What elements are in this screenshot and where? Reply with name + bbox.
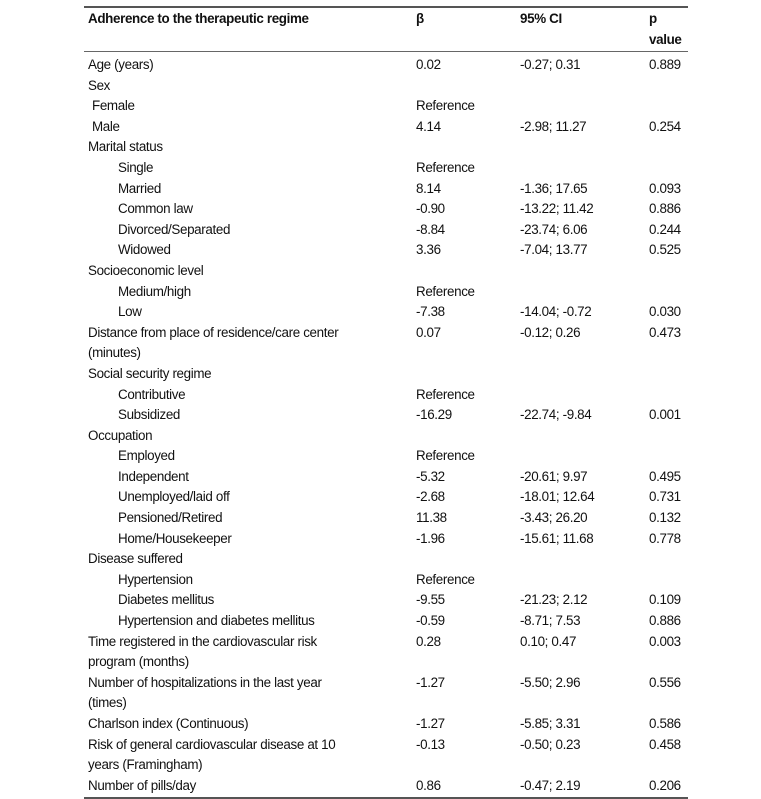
ci-cell bbox=[520, 570, 649, 591]
p-value-cell: 0.458 bbox=[649, 736, 681, 752]
ci-cell: -13.22; 11.42 bbox=[520, 201, 594, 217]
p-value-cell bbox=[649, 137, 688, 158]
beta-cell: -8.84 bbox=[416, 221, 445, 237]
p-value-cell bbox=[649, 96, 688, 117]
variable-label: Contributive bbox=[118, 386, 186, 402]
variable-cell bbox=[84, 179, 416, 200]
variable-cell bbox=[84, 426, 416, 447]
table-row bbox=[84, 199, 688, 220]
table-row bbox=[84, 55, 688, 76]
beta-cell: Reference bbox=[416, 571, 475, 587]
table-row bbox=[84, 549, 688, 570]
variable-label: Distance from place of residence/care center bbox=[88, 324, 339, 340]
table-row bbox=[84, 240, 688, 261]
p-value-cell bbox=[649, 385, 688, 406]
beta-cell bbox=[416, 137, 520, 158]
beta-cell: 0.02 bbox=[416, 57, 441, 72]
ci-cell: -0.47; 2.19 bbox=[520, 777, 581, 793]
variable-label: Charlson index (Continuous) bbox=[88, 716, 249, 731]
beta-cell: -0.13 bbox=[416, 736, 445, 752]
beta-cell: -0.59 bbox=[416, 613, 445, 629]
p-value-cell: 0.473 bbox=[649, 324, 681, 340]
beta-cell: 4.14 bbox=[416, 118, 441, 134]
table-row bbox=[84, 76, 688, 97]
table-row bbox=[84, 282, 688, 303]
header-ci: 95% CI bbox=[520, 11, 562, 26]
variable-label: Disease suffered bbox=[88, 551, 183, 567]
ci-cell: -14.04; -0.72 bbox=[520, 304, 592, 320]
table-row bbox=[84, 137, 688, 158]
p-value-cell: 0.001 bbox=[649, 407, 681, 423]
variable-label: Number of hospitalizations in the last year bbox=[88, 674, 322, 690]
p-value-cell: 0.731 bbox=[649, 489, 681, 505]
table-row bbox=[84, 570, 688, 591]
beta-cell: -5.32 bbox=[416, 468, 445, 484]
beta-cell: Reference bbox=[416, 283, 475, 299]
variable-label: Divorced/Separated bbox=[118, 221, 231, 237]
beta-cell bbox=[416, 76, 520, 97]
ci-cell: -0.50; 0.23 bbox=[520, 736, 581, 752]
table-row bbox=[84, 405, 688, 426]
variable-label-continued: (times) bbox=[88, 695, 127, 711]
variable-cell bbox=[84, 385, 416, 406]
beta-cell bbox=[416, 549, 520, 570]
regression-table bbox=[84, 6, 688, 799]
variable-label: Unemployed/laid off bbox=[118, 489, 230, 505]
beta-cell: Reference bbox=[416, 159, 475, 175]
ci-cell: -0.12; 0.26 bbox=[520, 324, 581, 340]
variable-label: Female bbox=[92, 98, 135, 114]
p-value-cell: 0.254 bbox=[649, 118, 681, 134]
ci-cell: -21.23; 2.12 bbox=[520, 592, 588, 608]
header-variable: Adherence to the therapeutic regime bbox=[88, 11, 309, 26]
table-row bbox=[84, 302, 688, 323]
table-row bbox=[84, 508, 688, 529]
ci-cell: -22.74; -9.84 bbox=[520, 407, 592, 423]
variable-label: Age (years) bbox=[88, 57, 154, 72]
ci-cell bbox=[520, 282, 649, 303]
variable-cell bbox=[84, 590, 416, 611]
table-row bbox=[84, 446, 688, 467]
ci-cell: -23.74; 6.06 bbox=[520, 221, 588, 237]
table-row bbox=[84, 179, 688, 200]
p-value-cell bbox=[649, 158, 688, 179]
ci-cell: -7.04; 13.77 bbox=[520, 242, 588, 258]
variable-cell bbox=[84, 632, 416, 673]
variable-label: Married bbox=[118, 180, 161, 196]
p-value-cell: 0.093 bbox=[649, 180, 681, 196]
table-row bbox=[84, 261, 688, 282]
beta-cell: -1.96 bbox=[416, 530, 445, 546]
table-row bbox=[84, 96, 688, 117]
table-row bbox=[84, 632, 688, 673]
table-row bbox=[84, 117, 688, 138]
table-row bbox=[84, 323, 688, 364]
variable-label: Medium/high bbox=[118, 283, 191, 299]
variable-label: Sex bbox=[88, 77, 111, 93]
variable-cell bbox=[84, 714, 416, 735]
table-header-row bbox=[84, 8, 688, 52]
table-row bbox=[84, 529, 688, 550]
variable-label: Social security regime bbox=[88, 365, 212, 381]
table-body bbox=[84, 55, 688, 796]
ci-cell: -2.98; 11.27 bbox=[520, 118, 587, 134]
variable-cell bbox=[84, 508, 416, 529]
ci-cell: -20.61; 9.97 bbox=[520, 468, 588, 484]
p-value-cell: 0.206 bbox=[649, 777, 681, 793]
beta-cell: 0.28 bbox=[416, 633, 441, 649]
variable-label: Male bbox=[92, 118, 120, 134]
p-value-cell bbox=[649, 570, 688, 591]
table-row bbox=[84, 158, 688, 179]
variable-label: Hypertension and diabetes mellitus bbox=[118, 613, 315, 629]
p-value-cell: 0.244 bbox=[649, 221, 681, 237]
variable-cell bbox=[84, 364, 416, 385]
beta-cell: 3.36 bbox=[416, 242, 441, 258]
table-row bbox=[84, 611, 688, 632]
ci-cell: -15.61; 11.68 bbox=[520, 530, 594, 546]
table-row bbox=[84, 673, 688, 714]
beta-cell: Reference bbox=[416, 98, 475, 114]
p-value-cell: 0.778 bbox=[649, 530, 681, 546]
beta-cell: -7.38 bbox=[416, 304, 445, 320]
table-row bbox=[84, 426, 688, 447]
beta-cell: -9.55 bbox=[416, 592, 445, 608]
ci-cell: -18.01; 12.64 bbox=[520, 489, 595, 505]
p-value-cell: 0.889 bbox=[649, 57, 681, 72]
variable-cell bbox=[84, 282, 416, 303]
variable-label: Common law bbox=[118, 201, 193, 217]
beta-cell: -2.68 bbox=[416, 489, 445, 505]
p-value-cell bbox=[649, 76, 688, 97]
variable-cell bbox=[84, 323, 416, 364]
beta-cell bbox=[416, 364, 520, 385]
ci-cell bbox=[520, 261, 649, 282]
beta-cell bbox=[416, 261, 520, 282]
table-row bbox=[84, 467, 688, 488]
variable-label: Marital status bbox=[88, 139, 163, 155]
beta-cell: 11.38 bbox=[416, 510, 447, 526]
variable-label: Diabetes mellitus bbox=[118, 592, 215, 608]
variable-label: Number of pills/day bbox=[88, 777, 196, 793]
beta-cell: 0.07 bbox=[416, 324, 441, 340]
variable-cell bbox=[84, 549, 416, 570]
ci-cell bbox=[520, 426, 649, 447]
variable-cell bbox=[84, 117, 416, 138]
ci-cell: -3.43; 26.20 bbox=[520, 510, 588, 526]
header-p-value: p value bbox=[649, 11, 682, 47]
p-value-cell bbox=[649, 426, 688, 447]
variable-cell bbox=[84, 487, 416, 508]
ci-cell: -0.27; 0.31 bbox=[520, 57, 581, 72]
beta-cell: Reference bbox=[416, 448, 475, 464]
variable-label: Employed bbox=[118, 448, 175, 464]
variable-cell bbox=[84, 735, 416, 776]
table-row bbox=[84, 714, 688, 735]
p-value-cell: 0.495 bbox=[649, 468, 681, 484]
variable-cell bbox=[84, 137, 416, 158]
p-value-cell: 0.109 bbox=[649, 592, 681, 608]
variable-cell bbox=[84, 467, 416, 488]
ci-cell bbox=[520, 385, 649, 406]
variable-label: Single bbox=[118, 159, 154, 175]
variable-cell bbox=[84, 76, 416, 97]
variable-label-continued: (minutes) bbox=[88, 345, 141, 361]
variable-label: Widowed bbox=[118, 242, 171, 258]
ci-cell bbox=[520, 96, 649, 117]
variable-cell bbox=[84, 55, 416, 76]
variable-label-continued: years (Framingham) bbox=[88, 757, 203, 773]
ci-cell bbox=[520, 446, 649, 467]
variable-cell bbox=[84, 611, 416, 632]
table-row bbox=[84, 735, 688, 776]
variable-cell bbox=[84, 302, 416, 323]
table-row bbox=[84, 776, 688, 797]
p-value-cell bbox=[649, 282, 688, 303]
ci-cell bbox=[520, 549, 649, 570]
variable-label: Pensioned/Retired bbox=[118, 510, 223, 526]
variable-label: Occupation bbox=[88, 427, 153, 443]
table-row bbox=[84, 364, 688, 385]
variable-cell bbox=[84, 158, 416, 179]
variable-label-continued: program (months) bbox=[88, 654, 189, 670]
ci-cell bbox=[520, 364, 649, 385]
p-value-cell: 0.586 bbox=[649, 716, 681, 731]
variable-label: Home/Housekeeper bbox=[118, 530, 232, 546]
p-value-cell: 0.132 bbox=[649, 510, 681, 526]
table-row bbox=[84, 487, 688, 508]
beta-cell bbox=[416, 426, 520, 447]
p-value-cell: 0.003 bbox=[649, 633, 681, 649]
ci-cell: 0.10; 0.47 bbox=[520, 633, 577, 649]
table-row bbox=[84, 385, 688, 406]
p-value-cell: 0.886 bbox=[649, 201, 681, 217]
variable-cell bbox=[84, 405, 416, 426]
variable-cell bbox=[84, 199, 416, 220]
variable-label: Hypertension bbox=[118, 571, 193, 587]
beta-cell: -1.27 bbox=[416, 674, 445, 690]
ci-cell: -5.85; 3.31 bbox=[520, 716, 581, 731]
variable-cell bbox=[84, 776, 416, 797]
variable-cell bbox=[84, 673, 416, 714]
beta-cell: 8.14 bbox=[416, 180, 441, 196]
ci-cell: -1.36; 17.65 bbox=[520, 180, 588, 196]
header-beta: β bbox=[416, 11, 424, 26]
table-row bbox=[84, 220, 688, 241]
table-row bbox=[84, 590, 688, 611]
p-value-cell bbox=[649, 446, 688, 467]
variable-label: Risk of general cardiovascular disease at 10 bbox=[88, 736, 336, 752]
variable-label: Time registered in the cardiovascular risk bbox=[88, 633, 317, 649]
p-value-cell bbox=[649, 364, 688, 385]
variable-label: Independent bbox=[118, 468, 189, 484]
ci-cell bbox=[520, 137, 649, 158]
beta-cell: -1.27 bbox=[416, 716, 445, 731]
variable-cell bbox=[84, 446, 416, 467]
p-value-cell: 0.556 bbox=[649, 674, 681, 690]
variable-cell bbox=[84, 261, 416, 282]
ci-cell: -5.50; 2.96 bbox=[520, 674, 581, 690]
p-value-cell bbox=[649, 549, 688, 570]
variable-cell bbox=[84, 529, 416, 550]
beta-cell: Reference bbox=[416, 386, 475, 402]
variable-label: Socioeconomic level bbox=[88, 262, 204, 278]
beta-cell: -16.29 bbox=[416, 407, 452, 423]
beta-cell: -0.90 bbox=[416, 201, 445, 217]
p-value-cell bbox=[649, 261, 688, 282]
variable-label: Low bbox=[118, 304, 142, 320]
p-value-cell: 0.030 bbox=[649, 304, 681, 320]
p-value-cell: 0.886 bbox=[649, 613, 681, 629]
variable-cell bbox=[84, 220, 416, 241]
variable-cell bbox=[84, 240, 416, 261]
ci-cell bbox=[520, 158, 649, 179]
ci-cell bbox=[520, 76, 649, 97]
beta-cell: 0.86 bbox=[416, 777, 441, 793]
variable-cell bbox=[84, 570, 416, 591]
ci-cell: -8.71; 7.53 bbox=[520, 613, 581, 629]
variable-cell bbox=[84, 96, 416, 117]
p-value-cell: 0.525 bbox=[649, 242, 681, 258]
variable-label: Subsidized bbox=[118, 407, 181, 423]
